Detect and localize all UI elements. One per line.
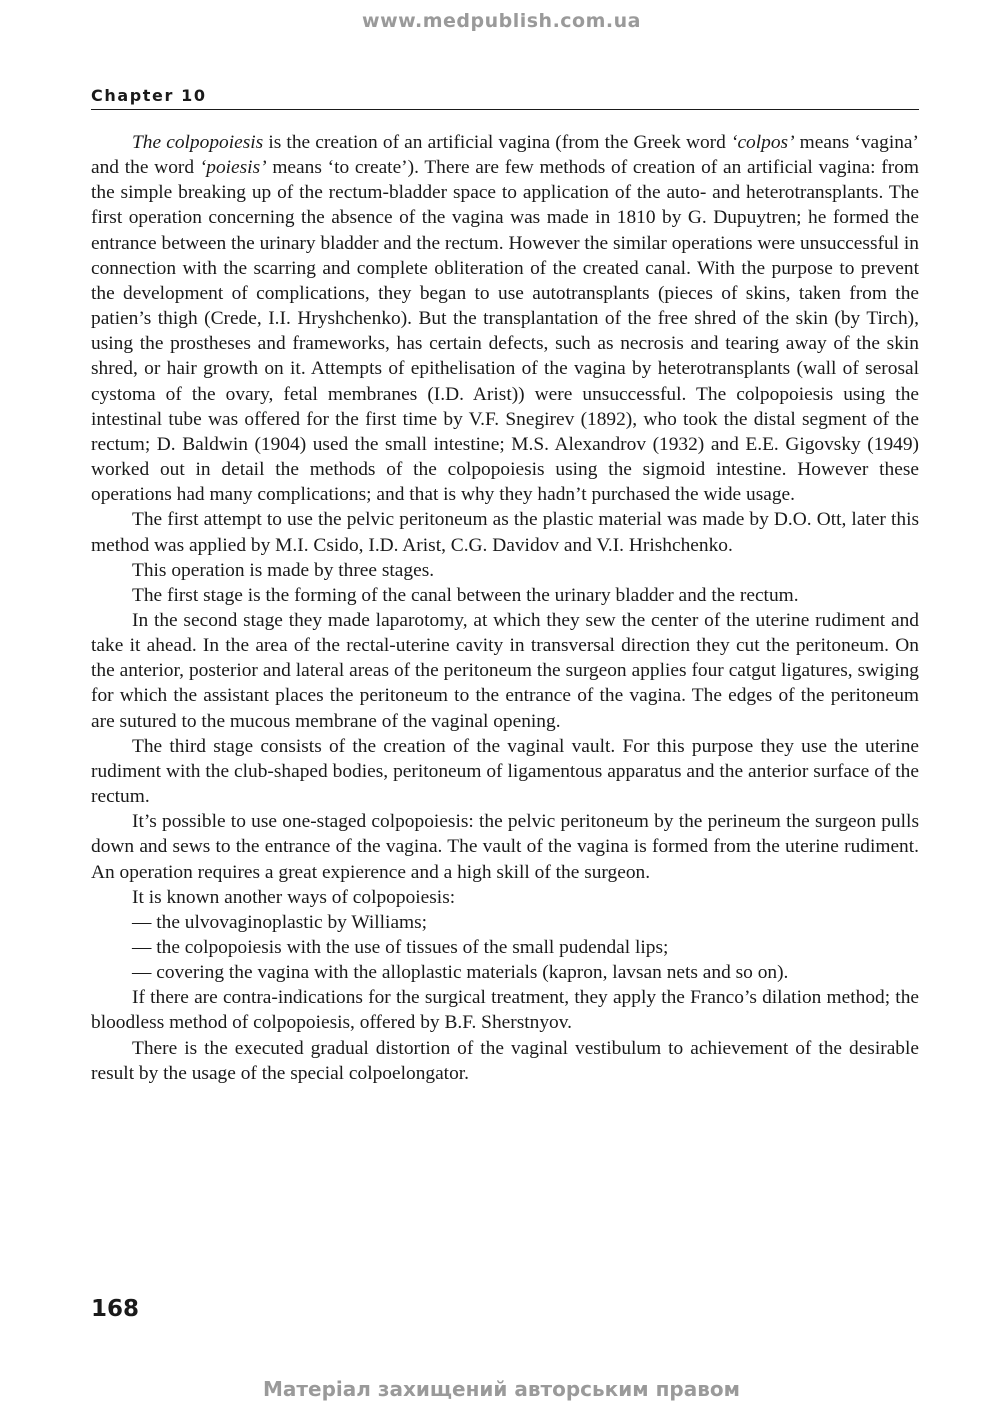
list-item: — covering the vagina with the alloplastic materials (kapron, lavsan nets and so on). xyxy=(132,962,789,984)
paragraph-text: is the creation of an artificial vagina (from the Greek word xyxy=(263,132,731,153)
paragraph-other-ways: It is known another ways of colpopoiesis: xyxy=(132,886,456,908)
body-text xyxy=(91,130,919,1086)
site-url: www.medpublish.com.ua xyxy=(362,10,641,32)
list-item: — the ulvovaginoplastic by Williams; xyxy=(132,911,428,933)
header-rule xyxy=(91,109,919,110)
term-colpopoiesis: The colpopoiesis xyxy=(132,132,264,153)
paragraph-three-stages: This operation is made by three stages. xyxy=(132,559,435,581)
paragraph-contra-indications: If there are contra-indications for the surgical treatment, they apply the Franco’s dilation method; the bloodless method of colpopoiesis, offered by B.F. Sherstnyov. xyxy=(91,987,919,1034)
paragraph-colpopoiesis-definition xyxy=(91,130,919,507)
paragraph-third-stage: The third stage consists of the creation of the vaginal vault. For this purpose they use the uterine rudiment with the club-shaped bodies, peritoneum of ligamentous apparatus and the anterior surface of the rectum. xyxy=(91,735,919,808)
chapter-label: Chapter 10 xyxy=(91,86,207,105)
paragraph-one-staged: It’s possible to use one-staged colpopoiesis: the pelvic peritoneum by the perineum the surgeon pulls down and sews to the entrance of the vagina. The vault of the vagina is formed from the uterine rudiment. An operation requires a great expierence and a high skill of the surgeon. xyxy=(91,811,919,883)
paragraph-first-stage: The first stage is the forming of the canal between the urinary bladder and the rectum. xyxy=(132,584,799,606)
paragraph-colpoelongator: There is the executed gradual distortion of the vaginal vestibulum to achievement of the desirable result by the usage of the special colpoelongator. xyxy=(91,1037,919,1084)
page-number: 168 xyxy=(91,1296,140,1322)
paragraph-second-stage: In the second stage they made laparotomy, at which they sew the center of the uterine rudiment and take it ahead. In the area of the rectal-uterine cavity in transversal direction they cut the peritoneum. On the anterior, posterior and lateral areas of the peritoneum the surgeon applies four catgut ligatures, swiging for which the assistant places the peritoneum to the entrance of the vagina. The edges of the peritoneum are sutured to the mucous membrane of the vaginal opening. xyxy=(91,609,919,732)
paragraph-first-attempt: The first attempt to use the pelvic peritoneum as the plastic material was made by D.O. Ott, later this method was applied by M.I. Csido, I.D. Arist, C.G. Davidov and V.I. Hrishchenko. xyxy=(91,509,919,556)
paragraph-text: means ‘to create’). There are few methods of creation of an artificial vagina: from the simple breaking up of the rectum-bladder space to application of the auto- and heterotransplants. The first operation concerning the absence of the vagina was made in 1810 by G. Dupuytren; he formed the entrance between the urinary bladder and the rectum. However the similar operations were unsuccessful in connection with the scarring and complete obliteration of the created canal. With the purpose to prevent the development of complications, they began to use autotransplants (pieces of skins, taken from the patien’s thigh (Crede, I.I. Hryshchenko). But the transplantation of the free shred of the skin (by Tirch), using the prostheses and frameworks, has certain defects, such as necrosis and tearing away of the skin shred, or hair growth on it. Attempts of epithelisation of the vagina by heterotransplants (wall of serosal cystoma of the ovary, fetal membranes (I.D. Arist)) were unsuccessful. The colpopoiesis using the intestinal tube was offered for the first time by V.F. Snegirev (1892), who took the distal segment of the rectum; D. Baldwin (1904) used the small intestine; M.S. Alexandrov (1932) and E.E. Gigovsky (1949) worked out in detail the methods of the colpopoiesis using the sigmoid intestine. However these operations had many complications; and that is why they hadn’t purchased the wide usage. xyxy=(91,157,919,506)
term-colpos: ‘colpos’ xyxy=(730,132,795,153)
copyright-notice: Матеріал захищений авторським правом xyxy=(263,1377,740,1401)
list-item: — the colpopoiesis with the use of tissues of the small pudendal lips; xyxy=(132,937,669,958)
term-poiesis: ‘poiesis’ xyxy=(199,157,267,179)
paragraph-text: means ‘vagina’ and the word xyxy=(91,132,919,179)
